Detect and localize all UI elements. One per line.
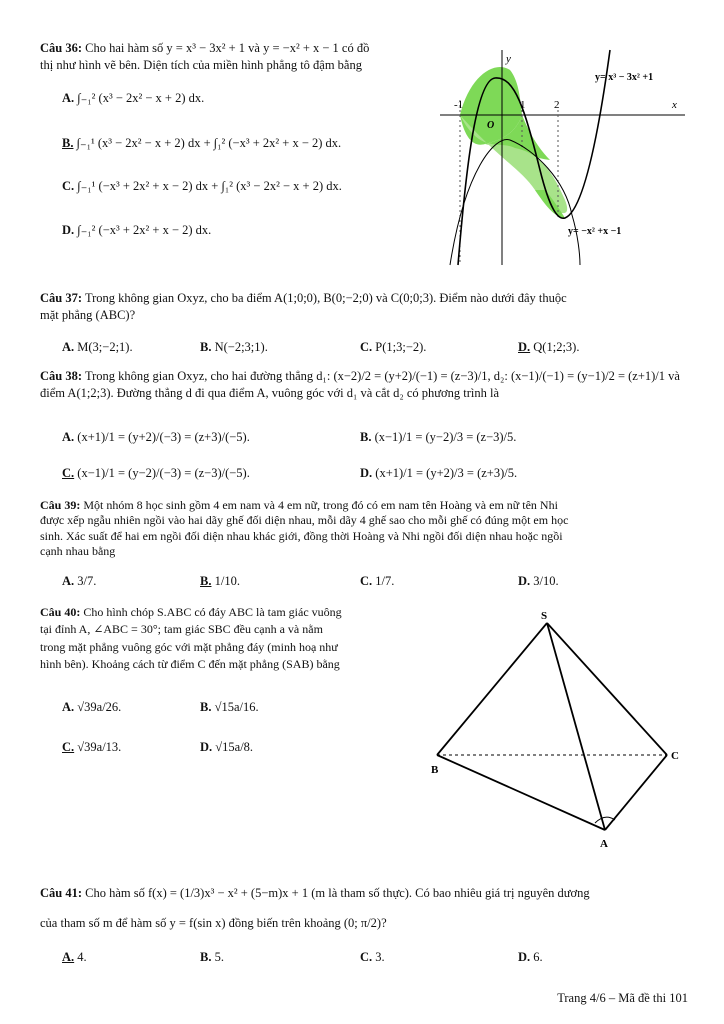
vertex-A: A <box>600 838 608 850</box>
q40-head: Câu 40: <box>40 605 81 619</box>
q39-text1: Một nhóm 8 học sinh gồm 4 em nam và 4 em nữ, trong đó có em nam tên Hoàng và em nữ tên Nhi <box>83 498 558 512</box>
q39-text4: cạnh nhau bằng <box>40 544 116 559</box>
q36-d-text: ∫₋₁² (−x³ + 2x² + x − 2) dx. <box>77 223 212 237</box>
q39-text2: được xếp ngẫu nhiên ngồi vào hai dãy ghế đối diện nhau, mỗi dãy 4 ghế sao cho mỗi ghế có đúng một em học <box>40 513 569 528</box>
vertex-S: S <box>541 610 548 622</box>
q36-option-a <box>62 90 204 106</box>
q40-text1: Cho hình chóp S.ABC có đáy ABC là tam giác vuông <box>83 605 342 619</box>
q37-text2: mặt phẳng (ABC)? <box>40 307 136 322</box>
q38-d-label: D. <box>360 466 373 480</box>
q41-b-label: B. <box>200 950 212 964</box>
q39-c-text: 1/7. <box>375 574 395 588</box>
q41-a-label: A. <box>62 950 75 964</box>
q36-c-text: ∫₋₁¹ (−x³ + 2x² + x − 2) dx + ∫₁² (x³ − 2x² − x + 2) dx. <box>77 179 342 193</box>
q39-text3: sinh. Xác suất để hai em ngồi đối diện nhau khác giới, đồng thời Hoàng và Nhi ngồi đối diện nhau hoặc ngồi <box>40 528 563 543</box>
q37-option-c <box>360 340 426 355</box>
page-footer: Trang 4/6 – Mã đề thi 101 <box>557 991 688 1005</box>
q41-text1: Cho hàm số f(x) = (1/3)x³ − x² + (5−m)x + 1 (m là tham số thực). Có bao nhiêu giá trị nguyên dương <box>85 886 590 900</box>
q38-d-text: (x+1)/1 = (y+2)/3 = (z+3)/5. <box>375 466 518 480</box>
q39-a-label: A. <box>62 574 75 588</box>
q38-option-d <box>360 466 517 481</box>
q37-c-text: P(1;3;−2). <box>375 340 427 354</box>
label-origin: O <box>487 120 495 131</box>
q40-option-c <box>62 740 121 755</box>
q41-text2: của tham số m để hàm số y = f(sin x) đồng biến trên khoảng (0; π/2)? <box>40 916 387 930</box>
q36-c-label: C. <box>62 179 75 193</box>
q40-text4: hình bên). Khoảng cách từ điểm C đến mặt phẳng (SAB) bằng <box>40 657 340 672</box>
q38-a-text: (x+1)/1 = (y+2)/(−3) = (z+3)/(−5). <box>77 430 250 444</box>
q36-option-c <box>62 178 342 194</box>
edge-BA <box>437 755 605 830</box>
label-y: y <box>506 53 511 65</box>
q38-option-b <box>360 430 516 445</box>
q41-b-text: 5. <box>214 950 224 964</box>
q39-head: Câu 39: <box>40 498 81 512</box>
q41-option-d <box>518 950 543 965</box>
q40-stem <box>40 604 420 674</box>
q41-stem <box>40 878 700 938</box>
q40-d-text: √15a/8. <box>215 740 254 754</box>
q36-d-label: D. <box>62 223 75 237</box>
q37-a-label: A. <box>62 340 75 354</box>
label-x: x <box>672 99 677 111</box>
q40-option-b <box>200 700 259 715</box>
q36-b-text: ∫₋₁¹ (x³ − 2x² − x + 2) dx + ∫₁² (−x³ + 2x² + x − 2) dx. <box>76 136 342 150</box>
tick-minus1: -1 <box>454 99 464 111</box>
q41-c-label: C. <box>360 950 373 964</box>
q36-a-text: ∫₋₁² (x³ − 2x² − x + 2) dx. <box>77 91 205 105</box>
q39-d-text: 3/10. <box>533 574 559 588</box>
q41-d-label: D. <box>518 950 531 964</box>
q37-c-label: C. <box>360 340 373 354</box>
q41-option-a <box>62 950 87 965</box>
q38-a-label: A. <box>62 430 75 444</box>
q38-b-label: B. <box>360 430 372 444</box>
q39-option-c <box>360 574 394 589</box>
q36-text1: Cho hai hàm số y = x³ − 3x² + 1 và y = −x² + x − 1 có đồ <box>85 41 370 55</box>
q37-d-label: D. <box>518 340 531 354</box>
vertex-C: C <box>671 750 679 762</box>
q37-b-label: B. <box>200 340 212 354</box>
q41-c-text: 3. <box>375 950 385 964</box>
q36-b-label: B. <box>62 136 74 150</box>
q36-graph <box>440 40 690 270</box>
q36-option-d <box>62 222 211 238</box>
q40-pyramid-figure <box>425 605 695 855</box>
q36-option-b <box>62 135 341 151</box>
q39-b-text: 1/10. <box>214 574 240 588</box>
q37-option-b <box>200 340 268 355</box>
edge-SB <box>437 623 547 755</box>
q38-b-text: (x−1)/1 = (y−2)/3 = (z−3)/5. <box>374 430 517 444</box>
q36-a-label: A. <box>62 91 75 105</box>
q40-a-text: √39a/26. <box>77 700 122 714</box>
q39-option-a <box>62 574 96 589</box>
q39-d-label: D. <box>518 574 531 588</box>
q40-c-text: √39a/13. <box>77 740 122 754</box>
q39-a-text: 3/7. <box>77 574 97 588</box>
tick-1: 1 <box>520 99 526 111</box>
q41-a-text: 4. <box>77 950 87 964</box>
q39-b-label: B. <box>200 574 212 588</box>
q39-option-d <box>518 574 559 589</box>
tick-2: 2 <box>554 99 560 111</box>
q38-text2: điểm A(1;2;3). Đường thẳng d đi qua điểm A, vuông góc với d₁ và cắt d₂ có phương trình là <box>40 385 500 400</box>
q37-text1: Trong không gian Oxyz, cho ba điểm A(1;0;0), B(0;−2;0) và C(0;0;3). Điểm nào dưới đây thuộc <box>84 291 567 305</box>
label-cubic: y= x³ − 3x² +1 <box>595 72 654 83</box>
q40-text2: tại đỉnh A, ∠ABC = 30°; tam giác SBC đều cạnh a và nằm <box>40 622 323 637</box>
q39-option-b <box>200 574 240 589</box>
q38-c-text: (x−1)/1 = (y−2)/(−3) = (z−3)/(−5). <box>77 466 250 480</box>
q36-stem <box>40 40 440 74</box>
q40-a-label: A. <box>62 700 75 714</box>
q39-stem <box>40 498 700 559</box>
q37-b-text: N(−2;3;1). <box>214 340 268 354</box>
q40-b-text: √15a/16. <box>214 700 259 714</box>
q37-stem <box>40 290 690 324</box>
q40-option-a <box>62 700 121 715</box>
q40-b-label: B. <box>200 700 212 714</box>
q40-c-label: C. <box>62 740 75 754</box>
q41-option-c <box>360 950 385 965</box>
q37-d-text: Q(1;2;3). <box>533 340 580 354</box>
q41-option-b <box>200 950 224 965</box>
q40-d-label: D. <box>200 740 213 754</box>
q41-head: Câu 41: <box>40 886 83 900</box>
edge-CA <box>605 755 667 830</box>
vertex-B: B <box>431 764 439 776</box>
q39-c-label: C. <box>360 574 373 588</box>
q38-stem <box>40 368 700 402</box>
q40-option-d <box>200 740 253 755</box>
q38-option-c <box>62 466 250 481</box>
q36-text2: thị như hình vẽ bên. Diện tích của miền hình phẳng tô đậm bằng <box>40 57 362 72</box>
q38-c-label: C. <box>62 466 75 480</box>
q37-option-d <box>518 340 579 355</box>
label-parabola: y= −x² +x −1 <box>568 226 622 237</box>
q37-head: Câu 37: <box>40 291 83 305</box>
q40-text3: trong mặt phẳng vuông góc với mặt phẳng đáy (minh hoạ như <box>40 639 338 654</box>
q38-head: Câu 38: <box>40 369 83 383</box>
q36-head: Câu 36: <box>40 41 83 55</box>
q38-option-a <box>62 430 250 445</box>
q37-option-a <box>62 340 133 355</box>
q38-text1: Trong không gian Oxyz, cho hai đường thẳng d₁: (x−2)/2 = (y+2)/(−1) = (z−3)/1, d₂: (x−1)/(−1) = (y−1)/2 = (z+1)/1 và <box>84 369 680 383</box>
q37-a-text: M(3;−2;1). <box>77 340 133 354</box>
q41-d-text: 6. <box>533 950 543 964</box>
